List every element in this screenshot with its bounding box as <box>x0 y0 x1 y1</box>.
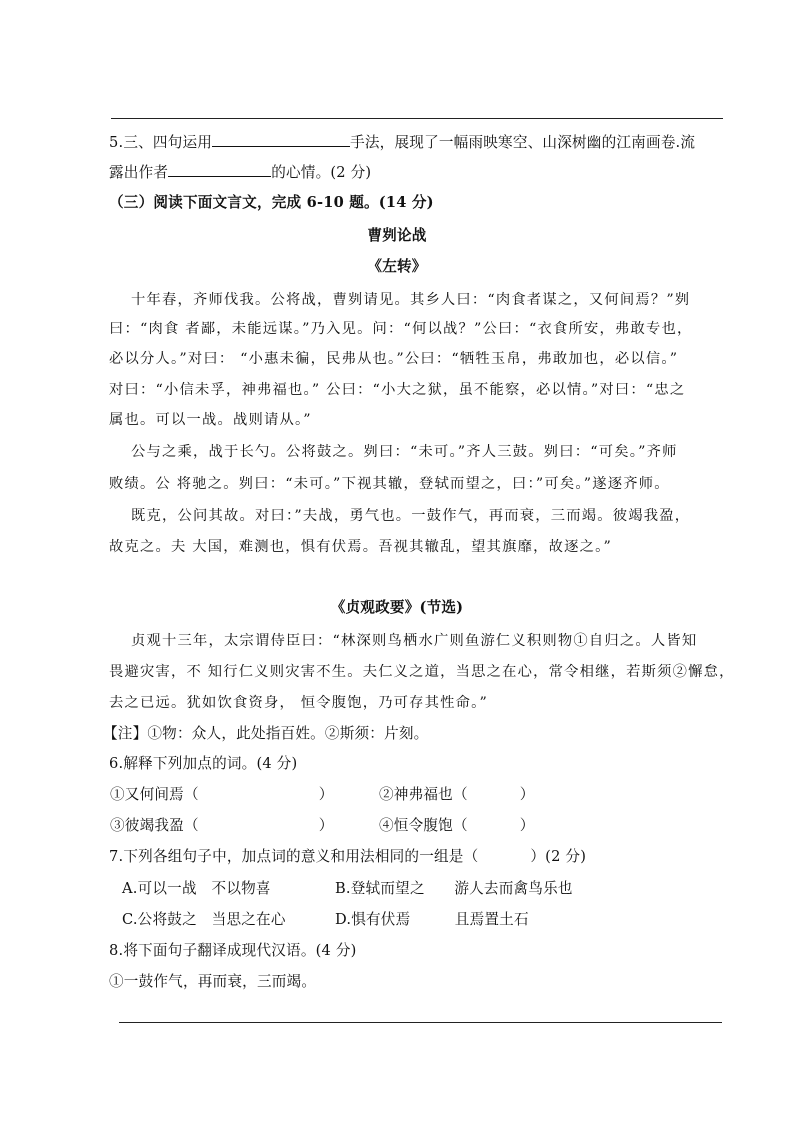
passage-1-line: 十年春，齐师伐我。公将战，曹刿请见。其乡人曰：“肉食者谋之，又何间焉？”刿 <box>131 292 691 308</box>
top-divider <box>111 118 723 119</box>
question-7-stem: 7.下列各组句子中，加点词的意义和用法相同的一组是（ ）(2 分) <box>109 848 587 865</box>
q7-option-d: D.惧有伏焉 且焉置土石 <box>335 911 529 928</box>
passage-1-line: 败绩。公 将驰之。刿曰：“未可。”下视其辙，登轼而望之，曰：”可矣。”遂逐齐师。 <box>109 476 670 492</box>
passage-2-line: 去之已远。犹如饮食资身， 恒令腹饱，乃可存其性命。” <box>109 695 489 711</box>
q5-text-d: 的心情。(2 分) <box>271 164 372 181</box>
passage-1-line: 曰：“肉食 者鄙，未能远谋。”乃入见。问：“何以战？”公曰：“衣食所安，弗敢专也， <box>109 321 693 337</box>
passage-2-title: 《贞观政要》(节选) <box>330 599 464 616</box>
passage-1-title: 曹刿论战 <box>367 227 427 244</box>
bottom-divider <box>119 1022 722 1023</box>
passage-1-line: 公与之乘，战于长勺。公将鼓之。刿曰：“未可。”齐人三鼓。刿曰：“可矣。”齐师 <box>131 444 678 460</box>
passage-2-line: 畏避灾害，不 知行仁义则灾害不生。夫仁义之道，当思之在心，常令相继，若斯须②懈怠， <box>109 664 735 680</box>
question-6-stem: 6.解释下列加点的词。(4 分) <box>109 755 298 772</box>
q7-option-c: C.公将鼓之 当思之在心 <box>122 911 286 928</box>
passage-2-line: 贞观十三年，太宗谓侍臣曰：“林深则鸟栖水广则鱼游仁义积则物①自归之。人皆知 <box>131 633 698 649</box>
question-5-line-2 <box>109 161 371 184</box>
q6-item-d: ④恒令腹饱（ ） <box>379 817 535 834</box>
passage-1-line: 属也。可以一战。战则请从。” <box>109 412 312 428</box>
q6-item-b: ②神弗福也（ ） <box>379 786 535 803</box>
q6-item-c: ③彼竭我盈（ ） <box>110 817 334 834</box>
q5-answer-blank-2[interactable] <box>168 161 271 177</box>
q8-item-1: ①一鼓作气，再而衰，三而竭。 <box>109 973 317 990</box>
passage-1-line: 故克之。夫 大国，难测也，惧有伏焉。吾视其辙乱，望其旗靡，故逐之。” <box>109 539 613 555</box>
q5-answer-blank-1[interactable] <box>212 131 350 147</box>
q5-text-c: 露出作者 <box>109 164 169 181</box>
q5-text-a: 5.三、四句运用 <box>109 134 213 151</box>
section-3-heading: （三）阅读下面文言文，完成 6-10 题。(14 分) <box>109 194 434 211</box>
q7-option-b: B.登轼而望之 游人去而禽鸟乐也 <box>335 880 573 897</box>
question-5-line-1 <box>109 131 695 154</box>
passage-1-line: 既克，公问其故。对曰：”夫战，勇气也。一鼓作气，再而衰，三而竭。彼竭我盈， <box>131 508 691 524</box>
q6-item-a: ①又何间焉（ ） <box>110 786 334 803</box>
passage-1-source: 《左转》 <box>367 258 427 275</box>
annotation-note: 【注】①物：众人，此处指百姓。②斯须：片刻。 <box>103 725 429 742</box>
passage-1-line: 对曰：“小信未孚，神弗福也。” 公曰：“小大之狱，虽不能察，必以情。”对曰：“忠之 <box>109 382 686 398</box>
passage-1-line: 必以分人。”对曰： “小惠未徧，民弗从也。”公曰：“牺牲玉帛，弗敢加也，必以信。” <box>109 351 679 367</box>
q5-text-b: 手法，展现了一幅雨映寒空、山深树幽的江南画卷.流 <box>350 134 696 151</box>
question-8-stem: 8.将下面句子翻译成现代汉语。(4 分) <box>109 942 357 959</box>
q7-option-a: A.可以一战 不以物喜 <box>122 880 271 897</box>
